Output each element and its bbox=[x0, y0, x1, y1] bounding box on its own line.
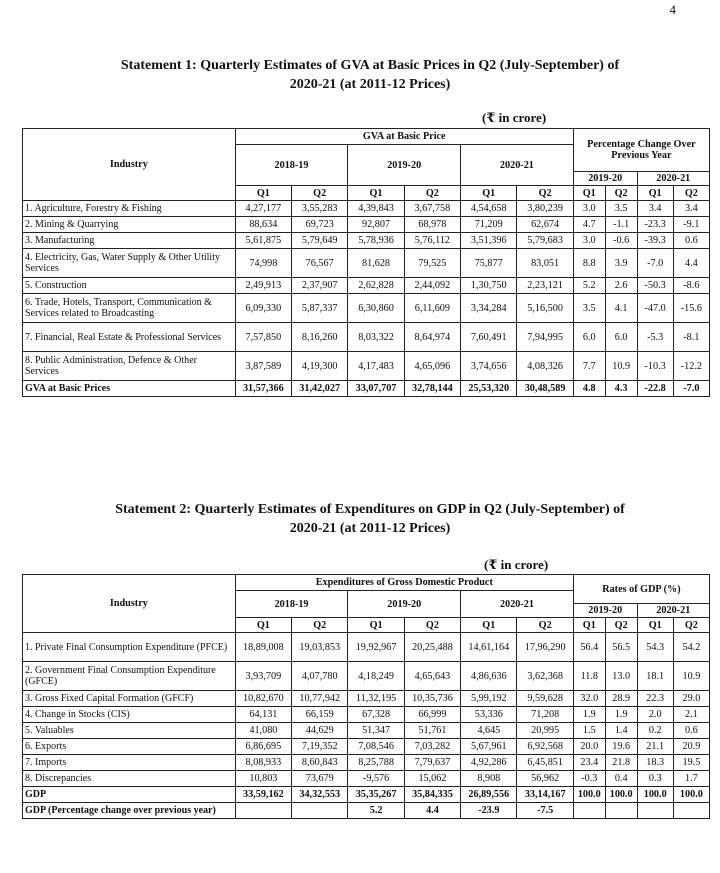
table-cell: -7.0 bbox=[673, 381, 709, 397]
table-cell: -12.2 bbox=[673, 352, 709, 381]
table-cell: 53,336 bbox=[461, 707, 517, 723]
table-cell: 92,807 bbox=[348, 217, 404, 233]
quarter-header: Q2 bbox=[517, 618, 573, 633]
quarter-header: Q1 bbox=[637, 618, 673, 633]
table-cell: 69,723 bbox=[292, 217, 348, 233]
table-cell: 19.6 bbox=[605, 739, 637, 755]
quarter-header: Q1 bbox=[637, 186, 673, 201]
table-cell: 1.7 bbox=[673, 771, 709, 787]
table-row bbox=[23, 278, 710, 294]
table-cell: -8.1 bbox=[673, 323, 709, 352]
table-cell: 81,628 bbox=[348, 249, 404, 278]
table-cell: 13.0 bbox=[605, 662, 637, 691]
table-cell: 6,30,860 bbox=[348, 294, 404, 323]
row-label: 1. Private Final Consumption Expenditure (PFCE) bbox=[23, 633, 236, 662]
table-cell: 9,59,628 bbox=[517, 691, 573, 707]
table-cell: 3,34,284 bbox=[461, 294, 517, 323]
table-cell: 0.3 bbox=[637, 771, 673, 787]
row-label: 7. Financial, Real Estate & Professional Services bbox=[23, 323, 236, 352]
table-cell: 5,61,875 bbox=[235, 233, 291, 249]
table-cell: 3.9 bbox=[605, 249, 637, 278]
row-label: 7. Imports bbox=[23, 755, 236, 771]
table-cell: 62,674 bbox=[517, 217, 573, 233]
table-cell: 3.0 bbox=[573, 233, 605, 249]
table-cell: 56,962 bbox=[517, 771, 573, 787]
quarter-header: Q1 bbox=[235, 618, 291, 633]
quarter-header: Q2 bbox=[605, 618, 637, 633]
table-cell: 41,080 bbox=[235, 723, 291, 739]
quarter-header: Q2 bbox=[517, 186, 573, 201]
statement1-unit: (₹ in crore) bbox=[482, 110, 547, 125]
table-cell: 30,48,589 bbox=[517, 381, 573, 397]
table-cell: 20,25,488 bbox=[404, 633, 460, 662]
statement2-table bbox=[22, 574, 710, 819]
table-cell: 6.0 bbox=[605, 323, 637, 352]
table-cell: 1,30,750 bbox=[461, 278, 517, 294]
row-label: 6. Trade, Hotels, Transport, Communication & Services related to Broadcasting bbox=[23, 294, 236, 323]
quarter-header: Q2 bbox=[673, 618, 709, 633]
table-cell: -47.0 bbox=[637, 294, 673, 323]
table-cell: 2,23,121 bbox=[517, 278, 573, 294]
table-cell: 4,07,780 bbox=[292, 662, 348, 691]
table-cell: 33,14,167 bbox=[517, 787, 573, 803]
table-cell: 5,76,112 bbox=[404, 233, 460, 249]
table-cell: 4.8 bbox=[573, 381, 605, 397]
table-row bbox=[23, 723, 710, 739]
quarter-header: Q1 bbox=[348, 186, 404, 201]
table-cell: 6,11,609 bbox=[404, 294, 460, 323]
table-cell: 4,92,286 bbox=[461, 755, 517, 771]
table-cell: 0.4 bbox=[605, 771, 637, 787]
table-cell: 88,634 bbox=[235, 217, 291, 233]
quarter-header: Q1 bbox=[461, 186, 517, 201]
table-cell: 67,328 bbox=[348, 707, 404, 723]
table-cell: 3.5 bbox=[605, 201, 637, 217]
table-cell: 56.5 bbox=[605, 633, 637, 662]
table-cell: 7,03,282 bbox=[404, 739, 460, 755]
table-row bbox=[23, 739, 710, 755]
quarter-header: Q1 bbox=[573, 186, 605, 201]
row-label: GVA at Basic Prices bbox=[23, 381, 236, 397]
table-cell: 4,645 bbox=[461, 723, 517, 739]
pct-year-header: 2019-20 bbox=[573, 172, 637, 186]
table-cell: 3.4 bbox=[673, 201, 709, 217]
table-cell: 74,998 bbox=[235, 249, 291, 278]
table-row bbox=[23, 217, 710, 233]
table-cell: 19.5 bbox=[673, 755, 709, 771]
table-cell: 100.0 bbox=[673, 787, 709, 803]
table-cell: 6,92,568 bbox=[517, 739, 573, 755]
table-cell: 66,159 bbox=[292, 707, 348, 723]
total-row bbox=[23, 381, 710, 397]
table-cell: 4,54,658 bbox=[461, 201, 517, 217]
quarter-header: Q2 bbox=[404, 618, 460, 633]
table-cell: 68,978 bbox=[404, 217, 460, 233]
row-label: 8. Discrepancies bbox=[23, 771, 236, 787]
table-row bbox=[23, 771, 710, 787]
table-cell: -23.9 bbox=[461, 803, 517, 819]
table-cell: 75,877 bbox=[461, 249, 517, 278]
table-cell: 8,908 bbox=[461, 771, 517, 787]
row-label: 4. Electricity, Gas, Water Supply & Other Utility Services bbox=[23, 249, 236, 278]
table-cell: 1.9 bbox=[573, 707, 605, 723]
table-cell: 23.4 bbox=[573, 755, 605, 771]
industry-header: Industry bbox=[23, 129, 236, 201]
table-cell: 4,39,843 bbox=[348, 201, 404, 217]
row-label: 6. Exports bbox=[23, 739, 236, 755]
table-cell: 71,208 bbox=[517, 707, 573, 723]
table-cell: 3.4 bbox=[637, 201, 673, 217]
table-cell: 66,999 bbox=[404, 707, 460, 723]
table-cell: 5.2 bbox=[573, 278, 605, 294]
table-cell: 34,32,553 bbox=[292, 787, 348, 803]
table-cell: -5.3 bbox=[637, 323, 673, 352]
table-cell bbox=[673, 803, 709, 819]
industry-header: Industry bbox=[23, 575, 236, 633]
table-cell: 73,679 bbox=[292, 771, 348, 787]
row-label: 1. Agriculture, Forestry & Fishing bbox=[23, 201, 236, 217]
quarter-header: Q2 bbox=[292, 186, 348, 201]
table-row bbox=[23, 249, 710, 278]
total-row bbox=[23, 787, 710, 803]
row-label: 2. Mining & Quarrying bbox=[23, 217, 236, 233]
table-cell: 2.1 bbox=[673, 707, 709, 723]
year-header: 2019-20 bbox=[348, 145, 461, 186]
table-cell: 1.9 bbox=[605, 707, 637, 723]
quarter-header: Q2 bbox=[605, 186, 637, 201]
row-label: 4. Change in Stocks (CIS) bbox=[23, 707, 236, 723]
table-cell: 15,062 bbox=[404, 771, 460, 787]
rate-year-header: 2020-21 bbox=[637, 604, 709, 618]
row-label: 8. Public Administration, Defence & Other Services bbox=[23, 352, 236, 381]
table-cell: -7.0 bbox=[637, 249, 673, 278]
table-cell: 10.9 bbox=[605, 352, 637, 381]
year-header: 2020-21 bbox=[461, 145, 574, 186]
statement1-title bbox=[40, 56, 700, 94]
table-cell: 29.0 bbox=[673, 691, 709, 707]
table-cell: 5,78,936 bbox=[348, 233, 404, 249]
row-label: 3. Gross Fixed Capital Formation (GFCF) bbox=[23, 691, 236, 707]
table-row bbox=[23, 691, 710, 707]
year-header: 2020-21 bbox=[461, 591, 574, 618]
table-cell: -8.6 bbox=[673, 278, 709, 294]
table-cell: 100.0 bbox=[605, 787, 637, 803]
table-cell: 21.8 bbox=[605, 755, 637, 771]
table-cell: 11.8 bbox=[573, 662, 605, 691]
table-cell: 56.4 bbox=[573, 633, 605, 662]
table-cell: 83,051 bbox=[517, 249, 573, 278]
quarter-header: Q1 bbox=[348, 618, 404, 633]
table-cell: 5,79,649 bbox=[292, 233, 348, 249]
quarter-header: Q2 bbox=[673, 186, 709, 201]
table-cell: 6,09,330 bbox=[235, 294, 291, 323]
statement2-title-line2: 2020-21 (at 2011-12 Prices) bbox=[289, 521, 451, 536]
table-cell: 4,08,326 bbox=[517, 352, 573, 381]
table-cell: -9,576 bbox=[348, 771, 404, 787]
table-cell: -7.5 bbox=[517, 803, 573, 819]
table-cell: 31,42,027 bbox=[292, 381, 348, 397]
expenditure-group-header: Expenditures of Gross Domestic Product bbox=[235, 575, 573, 591]
table-cell: 18.1 bbox=[637, 662, 673, 691]
quarter-header: Q1 bbox=[235, 186, 291, 201]
table-cell: 8.8 bbox=[573, 249, 605, 278]
table-cell: 7,08,546 bbox=[348, 739, 404, 755]
rates-header: Rates of GDP (%) bbox=[573, 575, 709, 604]
table-cell: -10.3 bbox=[637, 352, 673, 381]
table-cell: 25,53,320 bbox=[461, 381, 517, 397]
quarter-header: Q2 bbox=[404, 186, 460, 201]
table-cell: 4,65,096 bbox=[404, 352, 460, 381]
table-cell: 3,67,758 bbox=[404, 201, 460, 217]
table-cell: 3,62,368 bbox=[517, 662, 573, 691]
table-cell: 7,60,491 bbox=[461, 323, 517, 352]
table-cell: 100.0 bbox=[573, 787, 605, 803]
table-cell: 8,03,322 bbox=[348, 323, 404, 352]
table-cell: 5,87,337 bbox=[292, 294, 348, 323]
table-cell: 51,761 bbox=[404, 723, 460, 739]
table-cell: 20.9 bbox=[673, 739, 709, 755]
table-cell: 19,03,853 bbox=[292, 633, 348, 662]
total-row bbox=[23, 803, 710, 819]
table-cell: 6,45,851 bbox=[517, 755, 573, 771]
quarter-header: Q2 bbox=[292, 618, 348, 633]
table-cell: 10,77,942 bbox=[292, 691, 348, 707]
statement2-title bbox=[40, 500, 700, 538]
table-cell: -0.3 bbox=[573, 771, 605, 787]
table-cell bbox=[573, 803, 605, 819]
table-cell: 10,35,736 bbox=[404, 691, 460, 707]
table-cell: 10,82,670 bbox=[235, 691, 291, 707]
table-cell: 32,78,144 bbox=[404, 381, 460, 397]
table-cell: 0.6 bbox=[673, 723, 709, 739]
table-row bbox=[23, 755, 710, 771]
table-cell: 14,61,164 bbox=[461, 633, 517, 662]
table-cell: 79,525 bbox=[404, 249, 460, 278]
table-cell: 0.6 bbox=[673, 233, 709, 249]
table-cell: 21.1 bbox=[637, 739, 673, 755]
table-cell: 10,803 bbox=[235, 771, 291, 787]
table-cell: -39.3 bbox=[637, 233, 673, 249]
row-label: GDP (Percentage change over previous year) bbox=[23, 803, 236, 819]
table-cell: 2,62,828 bbox=[348, 278, 404, 294]
gva-group-header: GVA at Basic Price bbox=[235, 129, 573, 145]
table-cell: 20.0 bbox=[573, 739, 605, 755]
year-header: 2018-19 bbox=[235, 145, 348, 186]
statement2-unit: (₹ in crore) bbox=[484, 557, 549, 572]
statement1-title-line2: 2020-21 (at 2011-12 Prices) bbox=[289, 77, 451, 92]
table-cell: -9.1 bbox=[673, 217, 709, 233]
table-cell: -15.6 bbox=[673, 294, 709, 323]
table-cell: 5,79,683 bbox=[517, 233, 573, 249]
table-cell: 4.4 bbox=[673, 249, 709, 278]
table-cell: 19,92,967 bbox=[348, 633, 404, 662]
table-cell: 76,567 bbox=[292, 249, 348, 278]
table-cell: 7,79,637 bbox=[404, 755, 460, 771]
table-cell: 6,86,695 bbox=[235, 739, 291, 755]
table-cell: 54.3 bbox=[637, 633, 673, 662]
table-cell: 8,60,843 bbox=[292, 755, 348, 771]
table-cell: 3,55,283 bbox=[292, 201, 348, 217]
table-row bbox=[23, 352, 710, 381]
table-cell: 64,131 bbox=[235, 707, 291, 723]
year-header: 2018-19 bbox=[235, 591, 348, 618]
table-cell: 2.0 bbox=[637, 707, 673, 723]
table-cell: 7,57,850 bbox=[235, 323, 291, 352]
table-cell: 4,27,177 bbox=[235, 201, 291, 217]
table-row bbox=[23, 323, 710, 352]
table-cell: 7,19,352 bbox=[292, 739, 348, 755]
table-cell: 4,65,643 bbox=[404, 662, 460, 691]
table-cell: 51,347 bbox=[348, 723, 404, 739]
table-cell: 17,96,290 bbox=[517, 633, 573, 662]
statement2-title-line1: Statement 2: Quarterly Estimates of Expenditures on GDP in Q2 (July-September) of bbox=[115, 502, 625, 517]
table-cell: 1.5 bbox=[573, 723, 605, 739]
table-cell: 4,17,483 bbox=[348, 352, 404, 381]
table-cell: 26,89,556 bbox=[461, 787, 517, 803]
table-cell: 4.1 bbox=[605, 294, 637, 323]
table-cell: 4.4 bbox=[404, 803, 460, 819]
table-cell: 18,89,008 bbox=[235, 633, 291, 662]
table-cell: 8,08,933 bbox=[235, 755, 291, 771]
statement1-table bbox=[22, 128, 710, 397]
table-row bbox=[23, 201, 710, 217]
table-cell: 3.0 bbox=[573, 201, 605, 217]
table-cell: 2,44,092 bbox=[404, 278, 460, 294]
table-cell: 20,995 bbox=[517, 723, 573, 739]
table-cell: 4,18,249 bbox=[348, 662, 404, 691]
table-cell: 4,86,636 bbox=[461, 662, 517, 691]
table-cell: 4.7 bbox=[573, 217, 605, 233]
pct-change-header: Percentage Change Over Previous Year bbox=[573, 129, 709, 172]
table-cell: 3,93,709 bbox=[235, 662, 291, 691]
rate-year-header: 2019-20 bbox=[573, 604, 637, 618]
table-cell: 54.2 bbox=[673, 633, 709, 662]
table-cell: -22.8 bbox=[637, 381, 673, 397]
table-cell: 4.3 bbox=[605, 381, 637, 397]
table-cell: 71,209 bbox=[461, 217, 517, 233]
table-cell bbox=[292, 803, 348, 819]
table-cell: 28.9 bbox=[605, 691, 637, 707]
pct-year-header: 2020-21 bbox=[637, 172, 709, 186]
table-cell: -50.3 bbox=[637, 278, 673, 294]
table-cell: 5.2 bbox=[348, 803, 404, 819]
table-cell: 3,87,589 bbox=[235, 352, 291, 381]
table-cell: 6.0 bbox=[573, 323, 605, 352]
table-row bbox=[23, 294, 710, 323]
row-label: 5. Valuables bbox=[23, 723, 236, 739]
table-cell bbox=[235, 803, 291, 819]
table-cell: 4,19,300 bbox=[292, 352, 348, 381]
table-cell: -23.3 bbox=[637, 217, 673, 233]
table-cell: 100.0 bbox=[637, 787, 673, 803]
table-cell: 5,16,500 bbox=[517, 294, 573, 323]
table-cell: 22.3 bbox=[637, 691, 673, 707]
table-cell bbox=[605, 803, 637, 819]
table-cell: 33,59,162 bbox=[235, 787, 291, 803]
table-cell: 8,16,260 bbox=[292, 323, 348, 352]
table-cell: -0.6 bbox=[605, 233, 637, 249]
table-cell: 7.7 bbox=[573, 352, 605, 381]
statement1-title-line1: Statement 1: Quarterly Estimates of GVA at Basic Prices in Q2 (July-September) of bbox=[120, 58, 620, 73]
quarter-header: Q1 bbox=[461, 618, 517, 633]
table-cell: 35,84,335 bbox=[404, 787, 460, 803]
table-cell: 18.3 bbox=[637, 755, 673, 771]
table-cell: 8,25,788 bbox=[348, 755, 404, 771]
row-label: GDP bbox=[23, 787, 236, 803]
table-cell: 33,07,707 bbox=[348, 381, 404, 397]
table-cell: 3,80,239 bbox=[517, 201, 573, 217]
table-cell: 1.4 bbox=[605, 723, 637, 739]
table-cell: -1.1 bbox=[605, 217, 637, 233]
row-label: 5. Construction bbox=[23, 278, 236, 294]
table-row bbox=[23, 707, 710, 723]
table-cell: 35,35,267 bbox=[348, 787, 404, 803]
table-cell: 5,67,961 bbox=[461, 739, 517, 755]
table-cell: 32.0 bbox=[573, 691, 605, 707]
table-cell bbox=[637, 803, 673, 819]
page-number: 4 bbox=[669, 2, 676, 17]
table-row bbox=[23, 633, 710, 662]
table-cell: 11,32,195 bbox=[348, 691, 404, 707]
table-cell: 10.9 bbox=[673, 662, 709, 691]
table-cell: 3,51,396 bbox=[461, 233, 517, 249]
row-label: 2. Government Final Consumption Expenditure (GFCE) bbox=[23, 662, 236, 691]
table-cell: 31,57,366 bbox=[235, 381, 291, 397]
table-row bbox=[23, 233, 710, 249]
table-cell: 8,64,974 bbox=[404, 323, 460, 352]
table-cell: 2,37,907 bbox=[292, 278, 348, 294]
quarter-header: Q1 bbox=[573, 618, 605, 633]
year-header: 2019-20 bbox=[348, 591, 461, 618]
table-cell: 44,629 bbox=[292, 723, 348, 739]
table-cell: 3.5 bbox=[573, 294, 605, 323]
table-cell: 2.6 bbox=[605, 278, 637, 294]
table-cell: 0.2 bbox=[637, 723, 673, 739]
table-row bbox=[23, 662, 710, 691]
table-cell: 5,99,192 bbox=[461, 691, 517, 707]
table-cell: 7,94,995 bbox=[517, 323, 573, 352]
table-cell: 3,74,656 bbox=[461, 352, 517, 381]
table-cell: 2,49,913 bbox=[235, 278, 291, 294]
row-label: 3. Manufacturing bbox=[23, 233, 236, 249]
